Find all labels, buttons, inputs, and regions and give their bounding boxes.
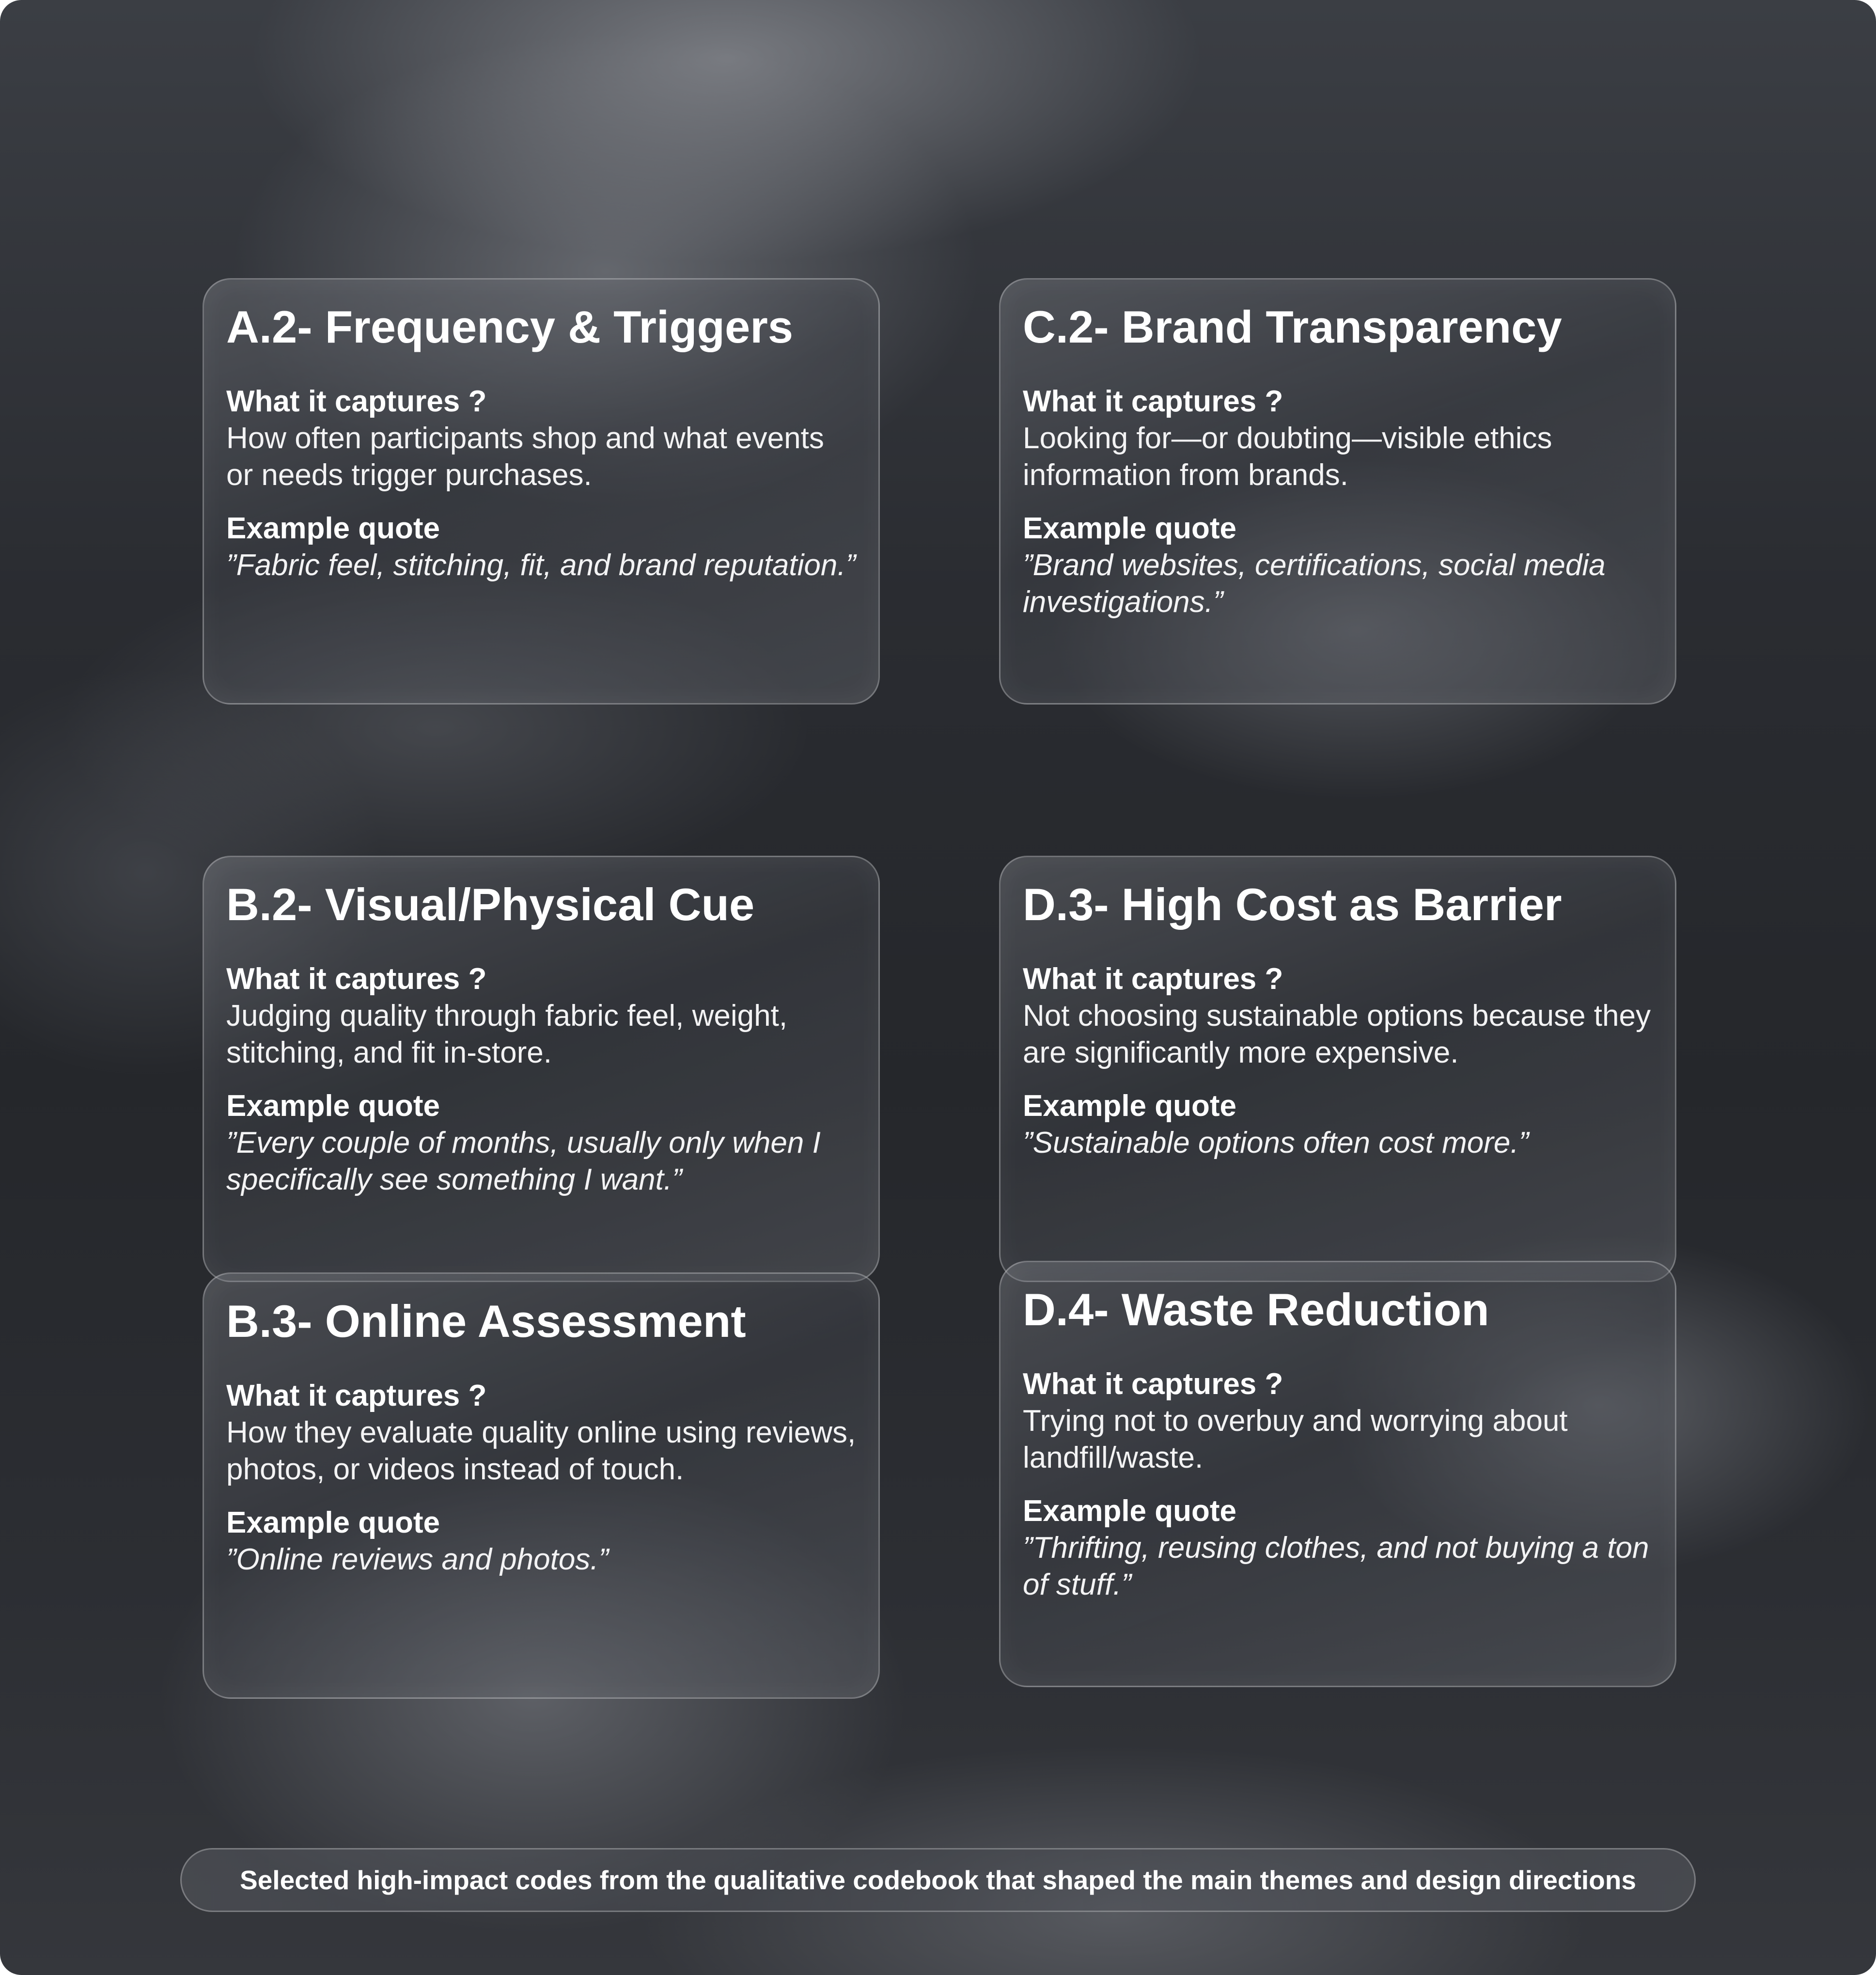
figure-caption: Selected high-impact codes from the qualitative codebook that shaped the main themes and design directions [180, 1848, 1696, 1912]
card-title: D.3- High Cost as Barrier [1023, 879, 1562, 930]
captures-text: Trying not to overbuy and worrying about landfill/waste. [1023, 1404, 1568, 1474]
captures-text: Not choosing sustainable options because they are significantly more expensive. [1023, 999, 1651, 1069]
captures-text: Looking for—or doubting—visible ethics information from brands. [1023, 422, 1552, 492]
card-title: D.4- Waste Reduction [1023, 1284, 1489, 1335]
quote-label: Example quote [1023, 1089, 1236, 1123]
code-card-a2 [203, 278, 880, 705]
quote-text: ”Sustainable options often cost more.” [1023, 1126, 1529, 1160]
quote-label: Example quote [1023, 1494, 1236, 1528]
captures-label: What it captures ? [1023, 385, 1283, 418]
card-title: C.2- Brand Transparency [1023, 301, 1562, 352]
captures-label: What it captures ? [226, 385, 487, 418]
code-card-d3 [999, 856, 1676, 1282]
quote-text: ”Thrifting, reusing clothes, and not buying a ton of stuff.” [1023, 1531, 1649, 1601]
card-title: A.2- Frequency & Triggers [226, 301, 794, 352]
code-card-d4 [999, 1261, 1676, 1687]
quote-text: ”Brand websites, certifications, social media investigations.” [1023, 549, 1606, 619]
quote-label: Example quote [1023, 512, 1236, 545]
quote-text: ”Fabric feel, stitching, fit, and brand reputation.” [226, 549, 856, 582]
captures-text: Judging quality through fabric feel, weight, stitching, and fit in-store. [226, 999, 788, 1069]
quote-label: Example quote [226, 1089, 440, 1123]
code-card-b2 [203, 856, 880, 1282]
code-card-b3 [203, 1272, 880, 1699]
code-card-c2 [999, 278, 1676, 705]
quote-label: Example quote [226, 1506, 440, 1539]
quote-label: Example quote [226, 512, 440, 545]
captures-label: What it captures ? [1023, 1367, 1283, 1401]
captures-label: What it captures ? [1023, 962, 1283, 996]
captures-text: How often participants shop and what events or needs trigger purchases. [226, 422, 824, 492]
card-title: B.3- Online Assessment [226, 1296, 746, 1347]
captures-label: What it captures ? [226, 1379, 487, 1412]
captures-text: How they evaluate quality online using reviews, photos, or videos instead of touch. [226, 1416, 856, 1486]
quote-text: ”Every couple of months, usually only when I specifically see something I want.” [226, 1126, 821, 1196]
quote-text: ”Online reviews and photos.” [226, 1543, 609, 1576]
card-title: B.2- Visual/Physical Cue [226, 879, 755, 930]
captures-label: What it captures ? [226, 962, 487, 996]
